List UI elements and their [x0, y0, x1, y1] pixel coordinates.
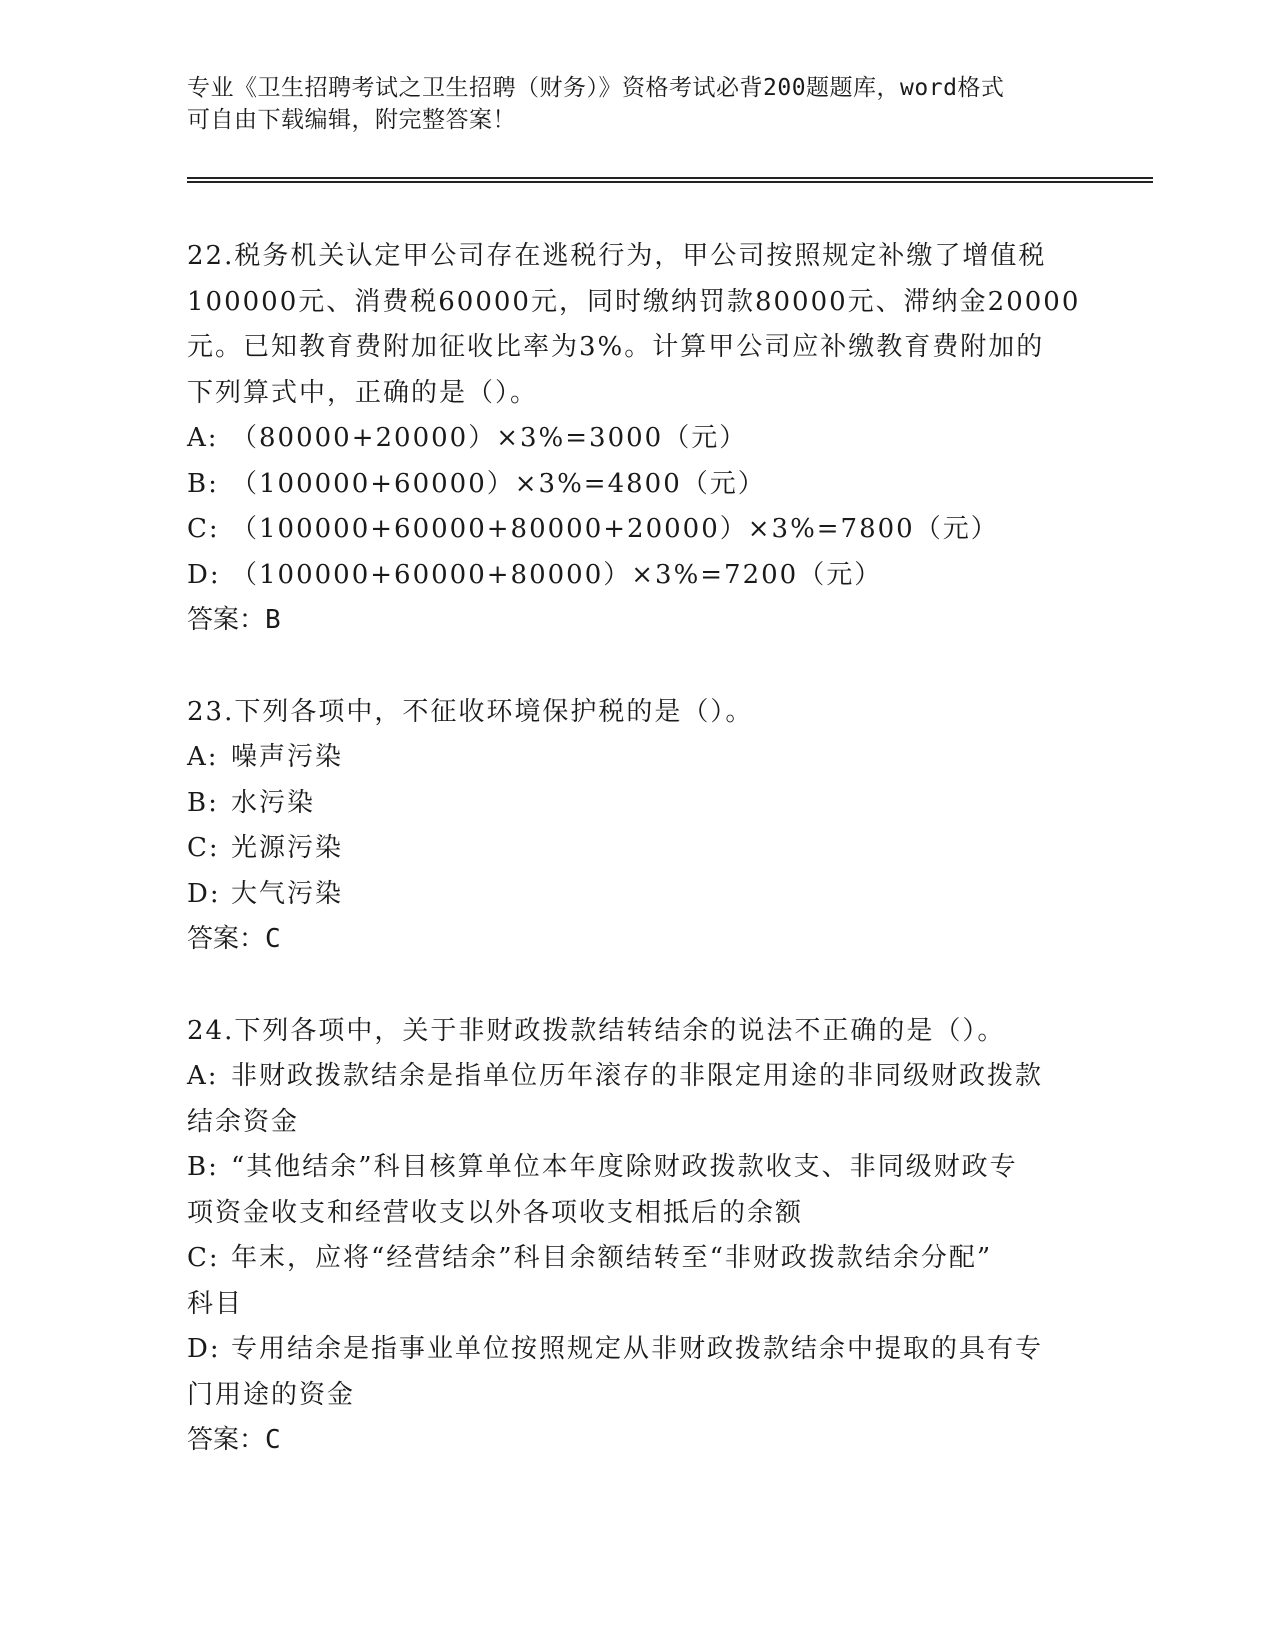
option-b [187, 1145, 1087, 1191]
option-label: A: [187, 1061, 219, 1091]
question-list [187, 234, 1087, 1510]
option-text: 水污染 [231, 787, 316, 818]
question-stem-line: 24.下列各项中，关于非财政拨款结转结余的说法不正确的是（）。 [187, 1015, 1006, 1046]
question-23 [187, 690, 1087, 963]
option-c [187, 1236, 1087, 1282]
document-header [187, 72, 1087, 136]
option-label: D: [187, 878, 221, 909]
option-label: A: [187, 423, 219, 453]
question-stem-line: 100000元、消费税60000元，同时缴纳罚款80000元、滞纳金20000 [187, 286, 1081, 317]
option-label: D: [187, 559, 221, 590]
question-stem-line: 23.下列各项中，不征收环境保护税的是（）。 [187, 696, 754, 727]
option-a [187, 416, 1087, 462]
option-text-line: 非财政拨款结余是指单位历年滚存的非限定用途的非同级财政拨款 [231, 1061, 1044, 1091]
header-divider-top [187, 177, 1153, 179]
option-c [187, 826, 1087, 872]
option-d [187, 1327, 1087, 1373]
option-continuation-line: 门用途的资金 [187, 1379, 356, 1410]
option-label: B: [187, 787, 219, 818]
option-text: 噪声污染 [231, 742, 344, 772]
option-text [231, 1054, 1087, 1100]
option-continuation-line: 科目 [187, 1288, 244, 1319]
option-text-line: 专用结余是指事业单位按照规定从非财政拨款结余中提取的具有专 [231, 1334, 1044, 1364]
option-c [187, 507, 1087, 553]
option-label: B: [187, 1152, 219, 1182]
option-continuation-line: 结余资金 [187, 1106, 300, 1137]
header-line-1: 专业《卫生招聘考试之卫生招聘（财务）》资格考试必背200题题库，word格式 [187, 75, 1005, 101]
option-text: 大气污染 [231, 878, 344, 909]
option-label: A: [187, 742, 219, 772]
option-label: D: [187, 1334, 221, 1364]
option-continuation-line: 项资金收支和经营收支以外各项收支相抵后的余额 [187, 1197, 804, 1228]
option-text [231, 1145, 1087, 1191]
option-a [187, 735, 1087, 781]
option-text [231, 1327, 1087, 1373]
answer-line: 答案：B [187, 605, 281, 635]
option-text: （100000+60000）×3%=4800（元） [231, 468, 766, 499]
question-stem-line: 下列算式中，正确的是（）。 [187, 377, 539, 408]
option-label: B: [187, 468, 219, 499]
option-b [187, 781, 1087, 827]
question-24 [187, 1009, 1087, 1464]
option-label: C: [187, 833, 220, 863]
option-d [187, 553, 1087, 599]
option-a [187, 1054, 1087, 1100]
option-b [187, 462, 1087, 508]
header-divider-bottom [187, 181, 1153, 183]
option-d [187, 872, 1087, 918]
question-22 [187, 234, 1087, 644]
question-stem-line: 元。已知教育费附加征收比率为3%。计算甲公司应补缴教育费附加的 [187, 332, 1045, 362]
option-label: C: [187, 1243, 220, 1273]
option-text: （100000+60000+80000）×3%=7200（元） [231, 559, 883, 590]
option-text: 光源污染 [231, 833, 344, 863]
option-text: （80000+20000）×3%=3000（元） [231, 423, 748, 453]
option-text [231, 1236, 1087, 1282]
question-stem-line: 22.税务机关认定甲公司存在逃税行为，甲公司按照规定补缴了增值税 [187, 241, 1047, 271]
answer-line: 答案：C [187, 924, 281, 954]
option-text-line: 年末，应将“经营结余”科目余额结转至“非财政拨款结余分配” [231, 1243, 993, 1273]
option-text-line: “其他结余”科目核算单位本年度除财政拨款收支、非同级财政专 [231, 1152, 1018, 1182]
header-line-2: 可自由下载编辑，附完整答案！ [187, 107, 516, 133]
option-label: C: [187, 514, 220, 544]
answer-line: 答案：C [187, 1425, 281, 1455]
option-text: （100000+60000+80000+20000）×3%=7800（元） [231, 514, 999, 544]
